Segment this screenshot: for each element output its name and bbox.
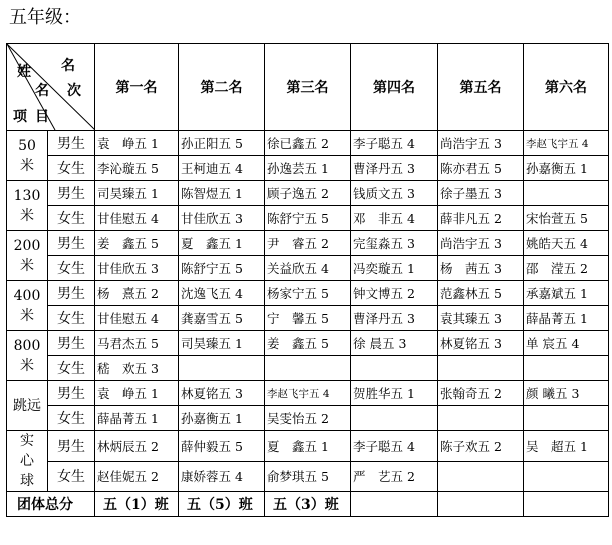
result-cell: 钱质文五 3 [351, 181, 438, 206]
corner-label-ming2: 名 [35, 83, 49, 99]
result-cell: 张翰奇五 2 [438, 381, 524, 406]
column-header: 第四名 [351, 44, 438, 131]
event-label [7, 281, 48, 331]
event-label-line: 米 [20, 357, 34, 374]
result-cell: 龚嘉雪五 5 [179, 306, 265, 331]
result-cell: 吴雯怡五 2 [265, 406, 351, 431]
result-cell: 吴 超五 1 [524, 431, 609, 462]
table-row [7, 306, 609, 331]
table-row [7, 131, 609, 156]
gender-label: 男生 [48, 381, 95, 406]
table-row [7, 181, 609, 206]
result-cell: 袁其臻五 3 [438, 306, 524, 331]
result-cell: 李子聪五 4 [351, 131, 438, 156]
result-cell: 陈智煜五 1 [179, 181, 265, 206]
result-cell: 邵 滢五 2 [524, 256, 609, 281]
result-cell: 林夏铭五 3 [438, 331, 524, 356]
table-row [7, 256, 609, 281]
result-cell: 薛晶菁五 1 [524, 306, 609, 331]
result-cell: 姜 鑫五 5 [265, 331, 351, 356]
column-header: 第三名 [265, 44, 351, 131]
result-cell: 俞梦琪五 5 [265, 461, 351, 492]
result-cell: 林炳辰五 2 [95, 431, 179, 462]
result-cell: 钟文博五 2 [351, 281, 438, 306]
event-label [7, 231, 48, 281]
gender-label: 男生 [48, 231, 95, 256]
result-cell: 杨 熹五 2 [95, 281, 179, 306]
gender-label: 女生 [48, 461, 95, 492]
result-cell: 徐 晨五 3 [351, 331, 438, 356]
gender-label: 女生 [48, 406, 95, 431]
gender-label: 女生 [48, 356, 95, 381]
event-label-line: 200 [13, 237, 41, 254]
result-cell: 尚浩宇五 3 [438, 231, 524, 256]
result-cell: 薛晶菁五 1 [95, 406, 179, 431]
empty-cell [265, 356, 351, 381]
gender-label: 男生 [48, 181, 95, 206]
result-cell: 甘佳慰五 4 [95, 206, 179, 231]
header-row [7, 44, 609, 131]
page-title: 五年级： [9, 7, 81, 28]
table-row [7, 156, 609, 181]
result-cell: 冯奕璇五 1 [351, 256, 438, 281]
gender-label: 男生 [48, 331, 95, 356]
corner-label-ci: 次 [67, 83, 81, 99]
empty-cell [438, 461, 524, 492]
empty-cell [524, 461, 609, 492]
event-label-line: 800 [13, 337, 41, 354]
corner-label-ming: 名 [61, 58, 75, 74]
event-label-line: 400 [13, 287, 41, 304]
result-cell: 夏 鑫五 1 [265, 431, 351, 462]
result-cell: 关益欣五 4 [265, 256, 351, 281]
table-row [7, 231, 609, 256]
result-cell: 杨家宁五 5 [265, 281, 351, 306]
corner-label-xing: 姓 [17, 64, 31, 80]
gender-label: 女生 [48, 306, 95, 331]
column-header: 第六名 [524, 44, 609, 131]
event-label-line: 50 [18, 137, 36, 154]
result-cell: 赵佳妮五 2 [95, 461, 179, 492]
result-cell: 宋怡萱五 5 [524, 206, 609, 231]
event-label [7, 331, 48, 381]
event-label-line: 130 [13, 187, 41, 204]
corner-cell [7, 44, 95, 131]
table-row [7, 381, 609, 406]
result-cell: 甘佳欣五 3 [179, 206, 265, 231]
result-cell: 承嘉斌五 1 [524, 281, 609, 306]
result-cell: 范鑫林五 5 [438, 281, 524, 306]
result-cell: 姚皓天五 4 [524, 231, 609, 256]
table-row [7, 461, 609, 492]
result-cell: 薛非凡五 2 [438, 206, 524, 231]
result-cell: 孙正阳五 5 [179, 131, 265, 156]
empty-cell [438, 492, 524, 517]
result-cell: 陈子欢五 2 [438, 431, 524, 462]
results-table [6, 43, 609, 517]
result-cell: 陈亦君五 5 [438, 156, 524, 181]
event-label [7, 431, 48, 492]
event-label-line: 跳远 [13, 397, 41, 414]
result-cell: 夏 鑫五 1 [179, 231, 265, 256]
result-cell: 嵇 欢五 3 [95, 356, 179, 381]
result-cell: 甘佳慰五 4 [95, 306, 179, 331]
result-cell: 甘佳欣五 3 [95, 256, 179, 281]
result-cell: 尹 睿五 2 [265, 231, 351, 256]
result-cell: 李沁璇五 5 [95, 156, 179, 181]
empty-cell [438, 406, 524, 431]
event-label [7, 181, 48, 231]
event-label [7, 381, 48, 431]
event-label-line: 球 [20, 473, 34, 489]
column-header: 第五名 [438, 44, 524, 131]
result-cell: 曹泽丹五 3 [351, 306, 438, 331]
corner-label-xiang: 项 [13, 109, 27, 125]
empty-cell [351, 492, 438, 517]
result-cell: 姜 鑫五 5 [95, 231, 179, 256]
column-header: 第一名 [95, 44, 179, 131]
team-total-cell: 五（1）班 [95, 492, 179, 517]
gender-label: 女生 [48, 206, 95, 231]
table-row [7, 431, 609, 462]
team-total-cell: 五（3）班 [265, 492, 351, 517]
event-label-line: 米 [20, 207, 34, 224]
event-label-line: 米 [20, 307, 34, 324]
table-row [7, 281, 609, 306]
empty-cell [524, 492, 609, 517]
result-cell: 徐子墨五 3 [438, 181, 524, 206]
result-cell: 宁 馨五 5 [265, 306, 351, 331]
result-cell: 沈逸飞五 4 [179, 281, 265, 306]
event-label-line: 米 [20, 257, 34, 274]
event-label-line: 米 [20, 157, 34, 174]
result-cell: 袁 峥五 1 [95, 131, 179, 156]
result-cell: 颜 曦五 3 [524, 381, 609, 406]
result-cell: 徐已鑫五 2 [265, 131, 351, 156]
result-cell: 贺胜华五 1 [351, 381, 438, 406]
table-row [7, 356, 609, 381]
empty-cell [351, 406, 438, 431]
team-total-cell: 五（5）班 [179, 492, 265, 517]
result-cell: 邓 非五 4 [351, 206, 438, 231]
gender-label: 女生 [48, 156, 95, 181]
result-cell: 康娇蓉五 4 [179, 461, 265, 492]
result-cell: 司昊臻五 1 [95, 181, 179, 206]
result-cell: 李赵飞宇五 4 [265, 381, 351, 406]
gender-label: 男生 [48, 131, 95, 156]
empty-cell [179, 356, 265, 381]
result-cell: 马君杰五 5 [95, 331, 179, 356]
result-cell: 李子聪五 4 [351, 431, 438, 462]
column-header: 第二名 [179, 44, 265, 131]
result-cell: 薛仲毅五 5 [179, 431, 265, 462]
result-cell: 王柯迪五 4 [179, 156, 265, 181]
empty-cell [438, 356, 524, 381]
team-total-row [7, 492, 609, 517]
result-cell: 孙逸芸五 1 [265, 156, 351, 181]
empty-cell [351, 356, 438, 381]
result-cell: 杨 茜五 3 [438, 256, 524, 281]
event-label-line: 心 [20, 453, 34, 469]
table-row [7, 406, 609, 431]
result-cell: 袁 峥五 1 [95, 381, 179, 406]
gender-label: 男生 [48, 431, 95, 462]
empty-cell [524, 356, 609, 381]
result-cell: 完玺淼五 3 [351, 231, 438, 256]
event-label [7, 131, 48, 181]
result-cell: 林夏铭五 3 [179, 381, 265, 406]
result-cell: 严 艺五 2 [351, 461, 438, 492]
table-row [7, 331, 609, 356]
gender-label: 男生 [48, 281, 95, 306]
result-cell: 陈舒宁五 5 [179, 256, 265, 281]
gender-label: 女生 [48, 256, 95, 281]
empty-cell [524, 406, 609, 431]
result-cell: 李赵飞宇五 4 [524, 131, 609, 156]
result-cell: 孙嘉衡五 1 [179, 406, 265, 431]
result-cell: 单 宸五 4 [524, 331, 609, 356]
result-cell: 尚浩宇五 3 [438, 131, 524, 156]
result-cell: 曹泽丹五 3 [351, 156, 438, 181]
result-cell: 顾子逸五 2 [265, 181, 351, 206]
corner-label-mu: 目 [35, 109, 49, 125]
result-cell: 陈舒宁五 5 [265, 206, 351, 231]
table-row [7, 206, 609, 231]
result-cell: 司昊臻五 1 [179, 331, 265, 356]
team-total-label: 团体总分 [7, 492, 95, 517]
empty-cell [524, 181, 609, 206]
result-cell: 孙嘉衡五 1 [524, 156, 609, 181]
event-label-line: 实 [20, 433, 34, 449]
